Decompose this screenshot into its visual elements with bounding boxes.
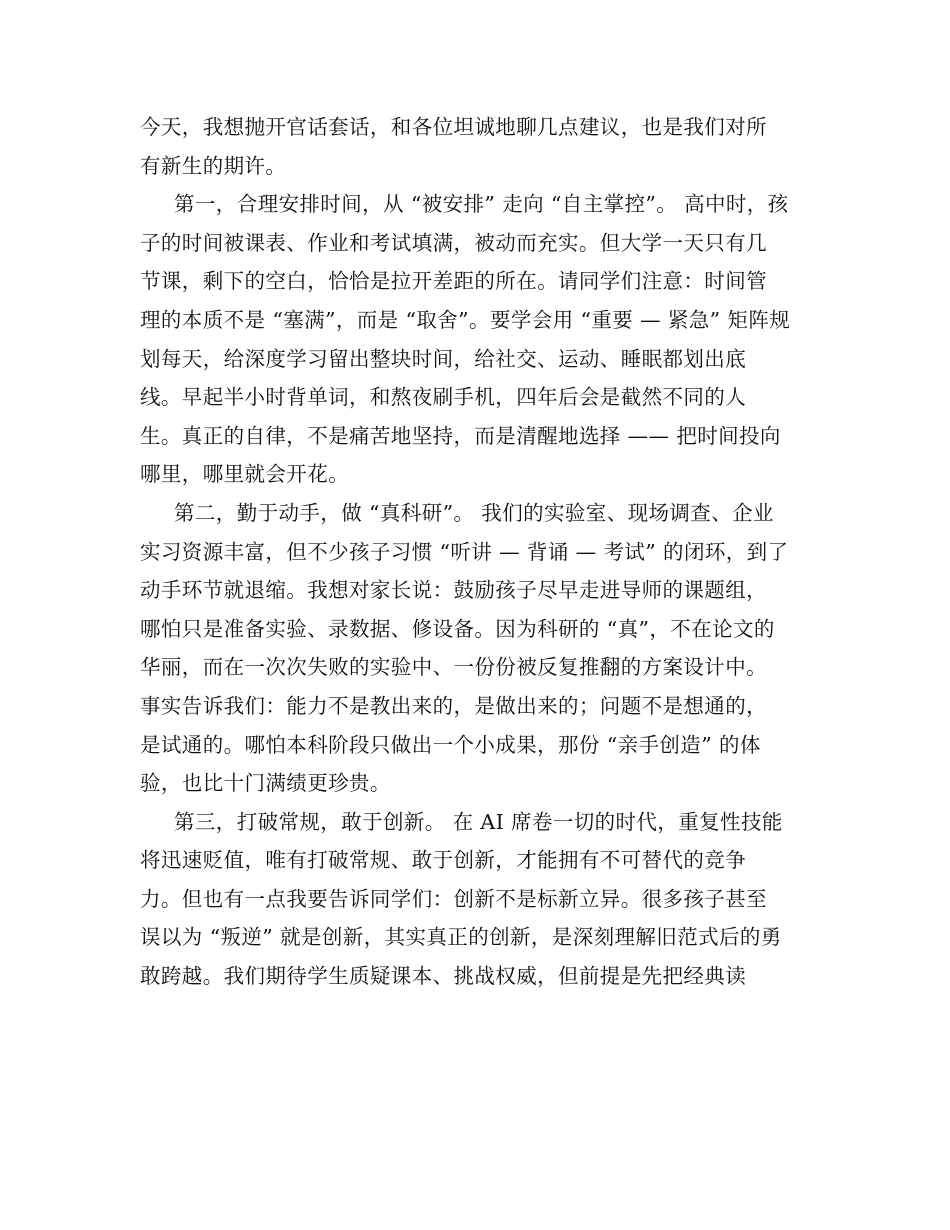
text-line: 误以为 “叛逆” 就是创新，其实真正的创新，是深刻理解旧范式后的勇 <box>140 925 782 950</box>
text-line: 动手环节就退缩。我想对家长说：鼓励孩子尽早走进导师的课题组， <box>140 578 767 603</box>
text-line: 敢跨越。我们期待学生质疑课本、挑战权威，但前提是先把经典读 <box>140 964 747 989</box>
text-line: 华丽，而在一次次失败的实验中、一份份被反复推翻的方案设计中。 <box>140 655 767 680</box>
text-line: 今天，我想抛开官话套话，和各位坦诚地聊几点建议，也是我们对所 <box>140 115 767 139</box>
text-line: 哪怕只是准备实验、录数据、修设备。因为科研的 “真”，不在论文的 <box>140 616 775 641</box>
text-line: 有新生的期许。 <box>140 153 287 178</box>
text-line: 哪里，哪里就会开花。 <box>140 462 349 487</box>
text-line: 验，也比十门满绩更珍贵。 <box>140 771 391 796</box>
text-line: 节课，剩下的空白，恰恰是拉开差距的所在。请同学们注意：时间管 <box>140 269 767 294</box>
text-line: 将迅速贬值，唯有打破常规、敢于创新，才能拥有不可替代的竞争 <box>140 848 747 873</box>
text-line: 第一，合理安排时间，从 “被安排” 走向 “自主掌控”。 高中时，孩 <box>174 192 789 217</box>
text-line: 事实告诉我们：能力不是教出来的，是做出来的；问题不是想通的， <box>140 693 767 718</box>
text-line: 理的本质不是 “塞满”，而是 “取舍”。要学会用 “重要 — 紧急” 矩阵规 <box>140 307 791 332</box>
second-point-paragraph <box>140 494 810 803</box>
text-line: 第三，打破常规，敢于创新。 在 AI 席卷一切的时代，重复性技能 <box>174 809 783 834</box>
text-line: 子的时间被课表、作业和考试填满，被动而充实。但大学一天只有几 <box>140 230 767 255</box>
intro-paragraph <box>140 108 810 185</box>
document-body <box>140 108 810 996</box>
third-point-paragraph <box>140 803 810 996</box>
text-line: 划每天，给深度学习留出整块时间，给社交、运动、睡眠都划出底 <box>140 346 747 371</box>
text-line: 力。但也有一点我要告诉同学们：创新不是标新立异。很多孩子甚至 <box>140 886 767 911</box>
text-line: 线。早起半小时背单词，和熬夜刷手机，四年后会是截然不同的人 <box>140 385 747 410</box>
text-line: 第二，勤于动手，做 “真科研”。 我们的实验室、现场调查、企业 <box>174 500 774 525</box>
text-line: 是试通的。哪怕本科阶段只做出一个小成果，那份 “亲手创造” 的体 <box>140 732 761 757</box>
first-point-paragraph <box>140 185 810 494</box>
text-line: 生。真正的自律，不是痛苦地坚持，而是清醒地选择 —— 把时间投向 <box>140 423 781 448</box>
text-line: 实习资源丰富，但不少孩子习惯 “听讲 — 背诵 — 考试” 的闭环，到了 <box>140 539 789 564</box>
